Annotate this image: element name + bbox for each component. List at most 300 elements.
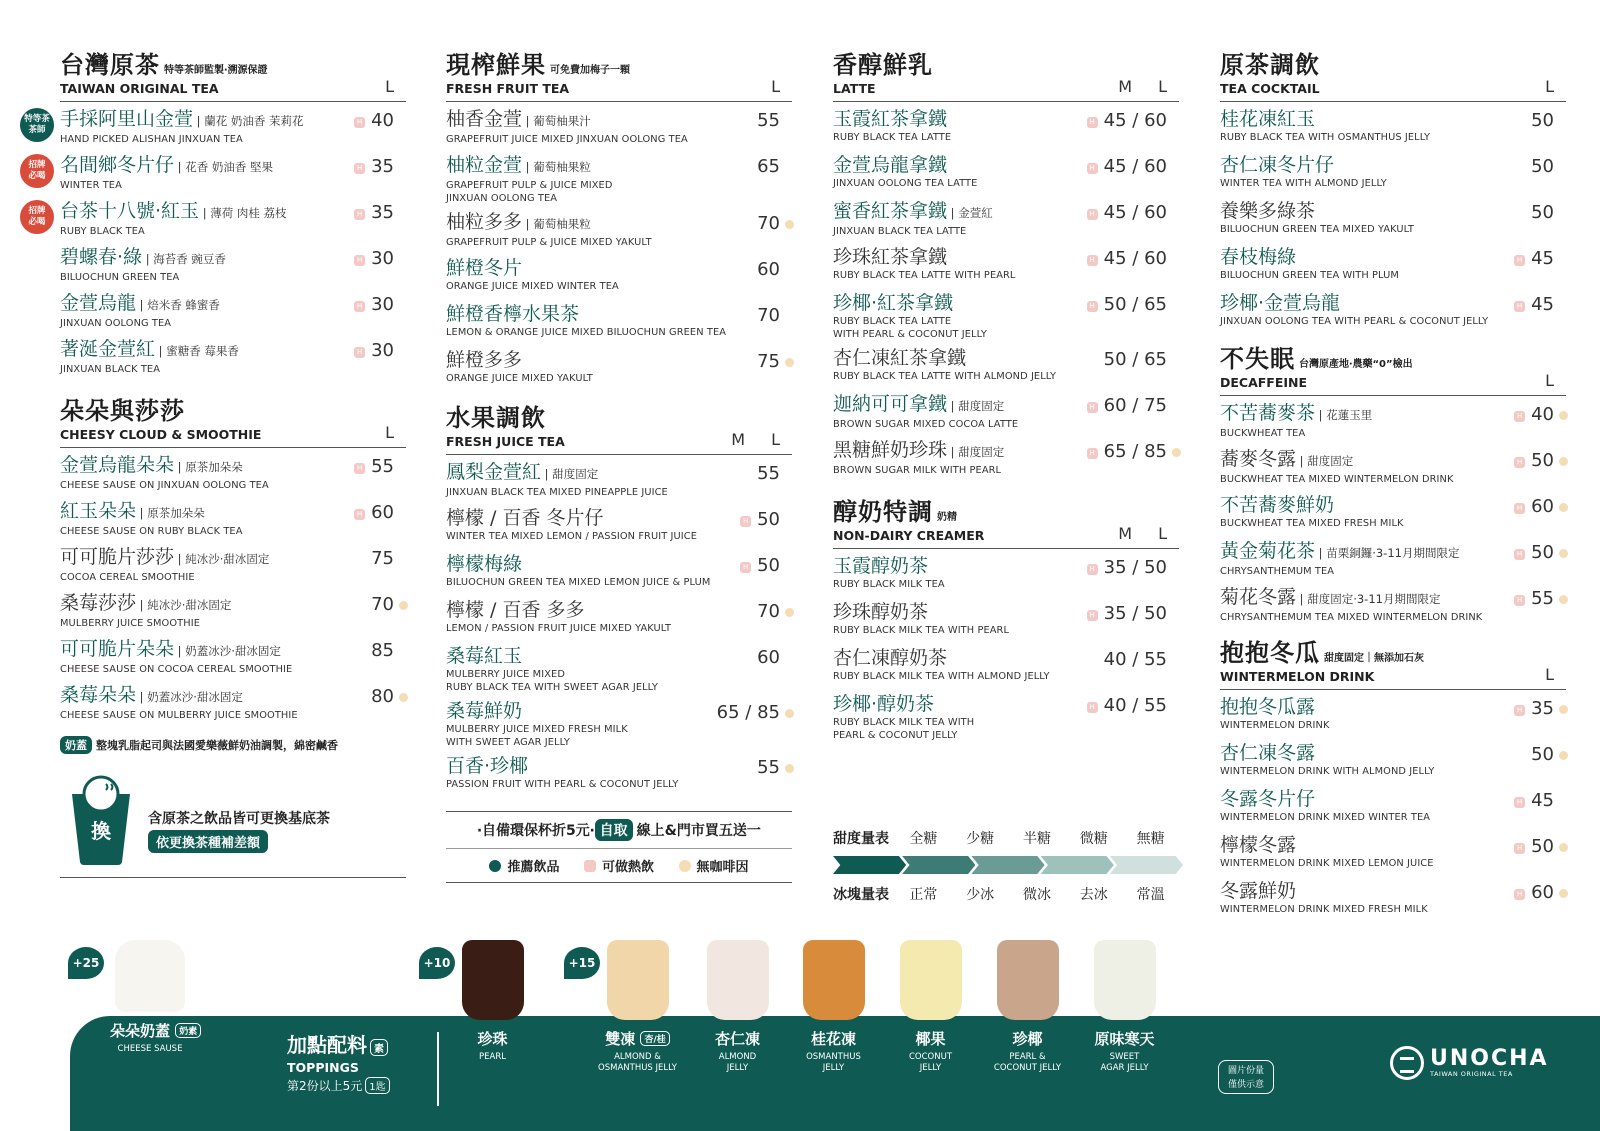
topping-label [883,1028,978,1049]
toppings-note: 第2份以上5元 [287,1079,363,1093]
topping-name: 雙凍 [605,1030,636,1048]
menu-item [446,755,792,795]
item-badge: 特等茶 茶師 [20,108,54,142]
menu-item [446,700,792,749]
size-l: L [1158,77,1167,96]
topping-en: OSMANTHUS JELLY [806,1052,861,1073]
item-name: 桑莓朵朵 [60,684,137,706]
item-en-name: BROWN SUGAR MILK WITH PEARL [833,465,1002,476]
item-price-value: 50 / 65 [1103,349,1167,370]
section-header [60,396,406,448]
item-en-name: ORANGE JUICE MIXED YAKULT [446,373,593,384]
promo-line-1 [446,812,792,849]
topping-item [690,940,785,1074]
item-name: 紅玉朵朵 [60,500,137,522]
decaf-dot-icon [399,693,408,702]
item-subtitle: | 原茶加朵朵 [136,506,205,520]
item-name: 檸檬 / 百香 多多 [446,599,585,621]
item-price [717,702,780,723]
item-price [757,601,780,622]
item-price [354,456,394,477]
item-name: 鮮橙多多 [446,349,523,371]
item-name: 百香‧珍椰 [446,755,529,777]
section-taiwan-tea [24,50,406,378]
item-name-row [446,303,792,326]
section-en-title: LATTE [833,81,876,96]
item-name: 杏仁凍冬露 [1220,742,1316,764]
item-name: 可可脆片朵朵 [60,638,175,660]
item-price [757,305,780,326]
decaf-dot-icon [1172,448,1181,457]
decaf-dot-icon [785,220,794,229]
item-price [1087,395,1167,416]
decaf-dot-icon [1559,705,1568,714]
menu-item [446,553,792,593]
item-en-name: BUCKWHEAT TEA [1220,428,1306,439]
hot-drink-icon: H [1514,411,1525,422]
item-name: 不苦蕎麥鮮奶 [1220,494,1335,516]
item-price-value: 45 / 60 [1103,248,1167,269]
toppings-title-tag: 素 [370,1039,388,1056]
item-price [1514,294,1554,315]
section-note: 奶精 [937,512,957,523]
menu-item [833,393,1179,433]
hot-drink-icon: H [354,117,365,128]
menu-item [833,647,1179,687]
decaf-dot-icon [785,358,794,367]
legend-recommended [489,860,559,875]
item-en-name: CHRYSANTHEMUM TEA [1220,566,1335,577]
section-title-row [1220,638,1566,668]
topping-cup-image [900,940,962,1020]
item-name: 迦納可可拿鐵 [833,393,948,415]
menu-item [833,555,1179,595]
item-price-value: 60 [757,647,780,668]
item-name-row [446,349,792,372]
item-name: 金萱烏龍朵朵 [60,454,175,476]
hot-drink-icon: H [1087,163,1098,174]
item-en-name: WINTERMELON DRINK [1220,720,1330,731]
menu-item [1220,540,1566,580]
size-l: L [771,77,780,96]
item-price-value: 65 / 85 [716,702,780,723]
item-price [1514,404,1554,425]
section-header [1220,344,1566,396]
toppings-heading [287,1029,390,1094]
size-header [1092,77,1167,96]
item-price [1531,110,1554,131]
item-price-value: 50 / 65 [1103,294,1167,315]
decaf-dot-icon [1559,549,1568,558]
menu-item [833,601,1179,641]
item-price [1531,202,1554,223]
sweetness-scale [833,828,1179,848]
hot-drink-icon: H [1087,610,1098,621]
topping-en: ALMOND & OSMANTHUS JELLY [598,1052,677,1073]
hot-drink-icon: H [1087,117,1098,128]
item-name: 養樂多綠茶 [1220,200,1316,222]
topping-en: ALMOND JELLY [718,1052,757,1073]
menu-item [1220,292,1566,332]
item-price-value: 40 [371,110,394,131]
item-name: 著涎金萱紅 [60,338,156,360]
size-header [1519,665,1554,684]
menu-item [833,108,1179,148]
item-name-row [60,638,406,663]
hot-drink-icon: H [740,516,751,527]
item-name-row [1220,200,1566,223]
section-cheesy [60,396,406,754]
menu-item [28,154,406,194]
item-name: 台茶十八號‧紅玉 [60,200,200,222]
topping-label [980,1028,1075,1049]
item-price [1531,156,1554,177]
menu-item [1220,788,1566,828]
item-subtitle-text: 蘭花 奶油香 茉莉花 [204,114,304,128]
item-name: 不苦蕎麥茶 [1220,402,1316,424]
item-price-value: 45 [1531,790,1554,811]
decaf-dot-icon [785,709,794,718]
item-subtitle: | 原茶加朵朵 [174,460,243,474]
menu-item [60,684,406,724]
item-en-name: WINTERMELON DRINK MIXED FRESH MILK [1220,904,1428,915]
item-name: 手採阿里山金萱 [60,108,194,130]
topping-en: COCONUT JELLY [908,1052,953,1073]
item-price [354,294,394,315]
item-name: 柚香金萱 [446,108,523,130]
menu-item [60,454,406,494]
hot-drink-icon: H [1087,702,1098,713]
decaf-dot-icon [785,764,794,773]
section-title-row [833,497,1179,527]
section-fresh-juice [446,403,792,795]
ice-option: 少冰 [966,887,995,903]
item-en-name: LEMON & ORANGE JUICE MIXED BILUOCHUN GREEN TEA [446,327,727,338]
scale-segment [1041,856,1114,874]
item-name: 桑莓鮮奶 [446,700,523,722]
item-price-value: 50 [757,509,780,530]
item-name: 桂花凍紅玉 [1220,108,1316,130]
decaf-dot-icon [1559,503,1568,512]
menu-item [1220,494,1566,534]
promo-pickup-tag: 自取 [595,819,633,841]
toppings-en: TOPPINGS [287,1060,359,1075]
item-subtitle: | 蜜糖香 莓果香 [155,344,239,358]
item-badge: 招牌 必喝 [20,154,54,188]
size-header [745,77,780,96]
column-2 [446,50,792,883]
item-price-value: 75 [371,548,394,569]
item-subtitle: | 葡萄柚果汁 [522,114,591,128]
menu-item [60,500,406,540]
price-plus-badge: +25 [68,947,104,979]
item-price-value: 45 [1531,294,1554,315]
item-subtitle-text: 奶蓋冰沙‧甜冰固定 [185,644,281,658]
menu-item [1220,246,1566,286]
sweet-option: 半糖 [1022,831,1051,847]
item-en-name: CHEESE SAUSE ON MULBERRY JUICE SMOOTHIE [60,710,298,721]
size-header [705,430,780,449]
topping-cup-image [707,940,769,1020]
item-name: 杏仁凍醇奶茶 [833,647,948,669]
item-price-value: 60 [1531,882,1554,903]
menu-item [446,461,792,501]
size-header [1519,371,1554,390]
item-price [1087,603,1167,624]
item-price [354,502,394,523]
swap-cup-text: 換 [91,819,111,843]
item-en-name: CHEESE SAUSE ON RUBY BLACK TEA [60,526,243,537]
item-subtitle-text: 金萱紅 [958,206,993,220]
item-price [1087,248,1167,269]
hot-drink-icon: H [354,301,365,312]
item-price-value: 35 [1531,698,1554,719]
hot-drink-icon: H [1514,889,1525,900]
item-subtitle-text: 花香 奶油香 堅果 [185,160,274,174]
item-price [1514,542,1554,563]
section-title-row [446,50,792,80]
topping-label [786,1028,881,1049]
item-subtitle-text: 甜度固定 [1307,454,1354,468]
item-en-name: MULBERRY JUICE SMOOTHIE [60,618,200,629]
topping-item [980,940,1075,1074]
item-name-row [446,257,792,280]
item-list [446,461,792,795]
menu-item [1220,448,1566,488]
divider [437,1032,439,1106]
item-price [1514,790,1554,811]
scale-segment [902,856,975,874]
item-price [371,640,394,661]
item-name: 檸檬梅綠 [446,553,523,575]
topping-name: 珍珠 [477,1030,508,1048]
item-name: 金萱烏龍拿鐵 [833,154,948,176]
item-price [354,202,394,223]
item-price-value: 60 [1531,496,1554,517]
column-4 [1220,50,1566,920]
item-list [1220,402,1566,626]
item-name: 珍椰‧金萱烏龍 [1220,292,1341,314]
item-en-name: GRAPEFRUIT JUICE MIXED JINXUAN OOLONG TEA [446,134,688,145]
item-price [757,757,780,778]
menu-item [446,257,792,297]
item-price-value: 45 / 60 [1103,202,1167,223]
item-price-value: 50 [757,555,780,576]
section-title: 朵朵與莎莎 [60,397,185,425]
sweet-option: 微糖 [1079,831,1108,847]
logo-mark-icon [1390,1046,1424,1080]
item-en-name: BROWN SUGAR MIXED COCOA LATTE [833,419,1019,430]
item-en-name: JINXUAN BLACK TEA LATTE [833,226,967,237]
item-price [354,248,394,269]
menu-item [24,108,406,148]
item-price-value: 40 [1531,404,1554,425]
item-en-name: RUBY BLACK TEA LATTE WITH PEARL [833,270,1016,281]
section-header [446,403,792,455]
hot-drink-icon: H [354,163,365,174]
cheese-note-tag: 奶蓋 [60,736,92,754]
item-price-value: 60 [371,502,394,523]
section-en-title: DECAFFEINE [1220,375,1308,390]
section-en-title: FRESH FRUIT TEA [446,81,570,96]
item-price [1514,248,1554,269]
ice-option: 微冰 [1022,887,1051,903]
section-title: 原茶調飲 [1220,51,1320,79]
item-name-row [1220,742,1566,765]
item-price [354,110,394,131]
decaf-dot-icon [785,608,794,617]
item-price [1087,695,1167,716]
item-price-value: 75 [757,351,780,372]
hot-drink-icon: H [1514,705,1525,716]
topping-cup-image [997,940,1059,1020]
item-price-value: 55 [757,757,780,778]
recommended-dot-icon [489,860,501,872]
topping-item [1077,940,1172,1074]
hot-drink-icon: H [1514,503,1525,514]
menu-item [833,693,1179,742]
item-en-name: CHEESE SAUSE ON COCOA CEREAL SMOOTHIE [60,664,293,675]
logo-text [1430,1048,1549,1078]
brand-logo [1390,1046,1549,1080]
hot-drink-icon: H [1087,564,1098,575]
item-subtitle: | 薄荷 肉桂 荔枝 [199,206,287,220]
item-name-row [1220,154,1566,177]
sweet-option: 少糖 [966,831,995,847]
item-en-name: WINTER TEA WITH ALMOND JELLY [1220,178,1387,189]
item-en-name: JINXUAN OOLONG TEA [60,318,172,329]
item-list [60,454,406,724]
item-price [1531,744,1554,765]
item-name-row [446,108,792,133]
item-price [1087,294,1167,315]
item-price-value: 45 / 60 [1103,110,1167,131]
item-price-value: 35 / 50 [1103,603,1167,624]
topping-name: 椰果 [915,1030,946,1048]
item-en-name: GRAPEFRUIT PULP & JUICE MIXED JINXUAN OOLONG TEA [446,180,613,204]
item-en-name: RUBY BLACK MILK TEA WITH PEARL & COCONUT JELLY [833,717,975,741]
item-subtitle-text: 葡萄柚果粒 [533,217,591,231]
decaf-dot-icon [1559,411,1568,420]
section-creamer [833,497,1179,742]
scale-segment [1110,856,1183,874]
item-name: 菊花冬露 [1220,586,1297,608]
section-note: 可免費加梅子一顆 [550,65,630,76]
section-header [1220,638,1566,690]
item-subtitle-text: 甜度固定 [552,467,599,481]
section-fresh-fruit [446,50,792,389]
item-price [371,686,394,707]
size-m: M [1118,77,1133,96]
section-title: 水果調飲 [446,404,546,432]
section-title: 抱抱冬瓜 [1220,639,1320,667]
item-price [757,647,780,668]
section-header [833,497,1179,549]
section-en-title: TEA COCKTAIL [1220,81,1320,96]
item-name: 玉霞紅茶拿鐵 [833,108,948,130]
size-l: L [1545,665,1554,684]
item-price-value: 40 / 55 [1103,649,1167,670]
section-title: 不失眠 [1220,345,1295,373]
toppings-title: 加點配料 [287,1033,367,1057]
size-header [359,423,394,442]
item-name: 冬露冬片仔 [1220,788,1316,810]
menu-item [446,211,792,251]
sweet-option: 全糖 [909,831,938,847]
menu-item [446,599,792,639]
item-price-value: 70 [757,601,780,622]
item-price [1104,349,1167,370]
item-price-value: 50 [1531,110,1554,131]
hot-drink-icon: H [1087,402,1098,413]
section-header [446,50,792,102]
promo-text-a: ‧自備環保杯折5元‧ [477,823,595,839]
item-name: 蜜香紅茶拿鐵 [833,200,948,222]
menu-item [446,108,792,148]
item-price-value: 30 [371,340,394,361]
item-price-value: 60 [757,259,780,280]
legend-decaf [679,860,749,875]
menu-item [446,349,792,389]
hot-drink-icon: H [354,509,365,520]
menu-item [1220,586,1566,626]
item-price-value: 55 [757,110,780,131]
item-price-value: 50 [1531,450,1554,471]
item-price-value: 30 [371,248,394,269]
menu-item [833,154,1179,194]
item-en-name: COCOA CEREAL SMOOTHIE [60,572,195,583]
item-subtitle: | 蘭花 奶油香 茉莉花 [193,114,304,128]
item-name-row [446,461,792,486]
topping-name: 珍椰 [1012,1030,1043,1048]
item-price [757,463,780,484]
item-en-name: PASSION FRUIT WITH PEARL & COCONUT JELLY [446,779,679,790]
menu-item [1220,696,1566,736]
item-price [757,259,780,280]
item-en-name: BUCKWHEAT TEA MIXED FRESH MILK [1220,518,1404,529]
topping-en: PEARL & COCONUT JELLY [993,1052,1062,1073]
menu-item [446,645,792,694]
item-price [757,213,780,234]
menu-item [1220,402,1566,442]
hot-drink-icon: H [740,562,751,573]
size-header [1092,524,1167,543]
item-subtitle: | 奶蓋冰沙‧甜冰固定 [136,690,243,704]
item-price [354,156,394,177]
item-en-name: WINTERMELON DRINK MIXED LEMON JUICE [1220,858,1434,869]
topping-name: 原味寒天 [1094,1030,1155,1048]
image-notice: 圖片份量 僅供示意 [1218,1060,1274,1094]
section-decaf [1220,344,1566,626]
item-name: 檸檬 / 百香 冬片仔 [446,507,604,529]
item-en-name: RUBY BLACK MILK TEA WITH ALMOND JELLY [833,671,1050,682]
swap-tea-box [60,768,406,878]
item-subtitle-text: 奶蓋冰沙‧甜冰固定 [147,690,243,704]
item-name-row [446,154,792,179]
item-en-name: JINXUAN BLACK TEA [60,364,161,375]
item-subtitle: | 甜度固定 [541,467,599,481]
hot-drink-icon: H [1087,301,1098,312]
item-en-name: MULBERRY JUICE MIXED RUBY BLACK TEA WITH SWEET AGAR JELLY [446,669,659,693]
hot-drink-icon: H [1514,797,1525,808]
item-subtitle: | 奶蓋冰沙‧甜冰固定 [174,644,281,658]
item-subtitle-text: 焙米香 蜂蜜香 [147,298,220,312]
hot-drink-icon: H [1087,255,1098,266]
item-price [740,509,780,530]
topping-en: SWEET AGAR JELLY [1100,1052,1149,1073]
promo-text-b: 線上&門市買五送一 [636,823,761,839]
item-en-name: RUBY BLACK TEA LATTE [833,132,952,143]
